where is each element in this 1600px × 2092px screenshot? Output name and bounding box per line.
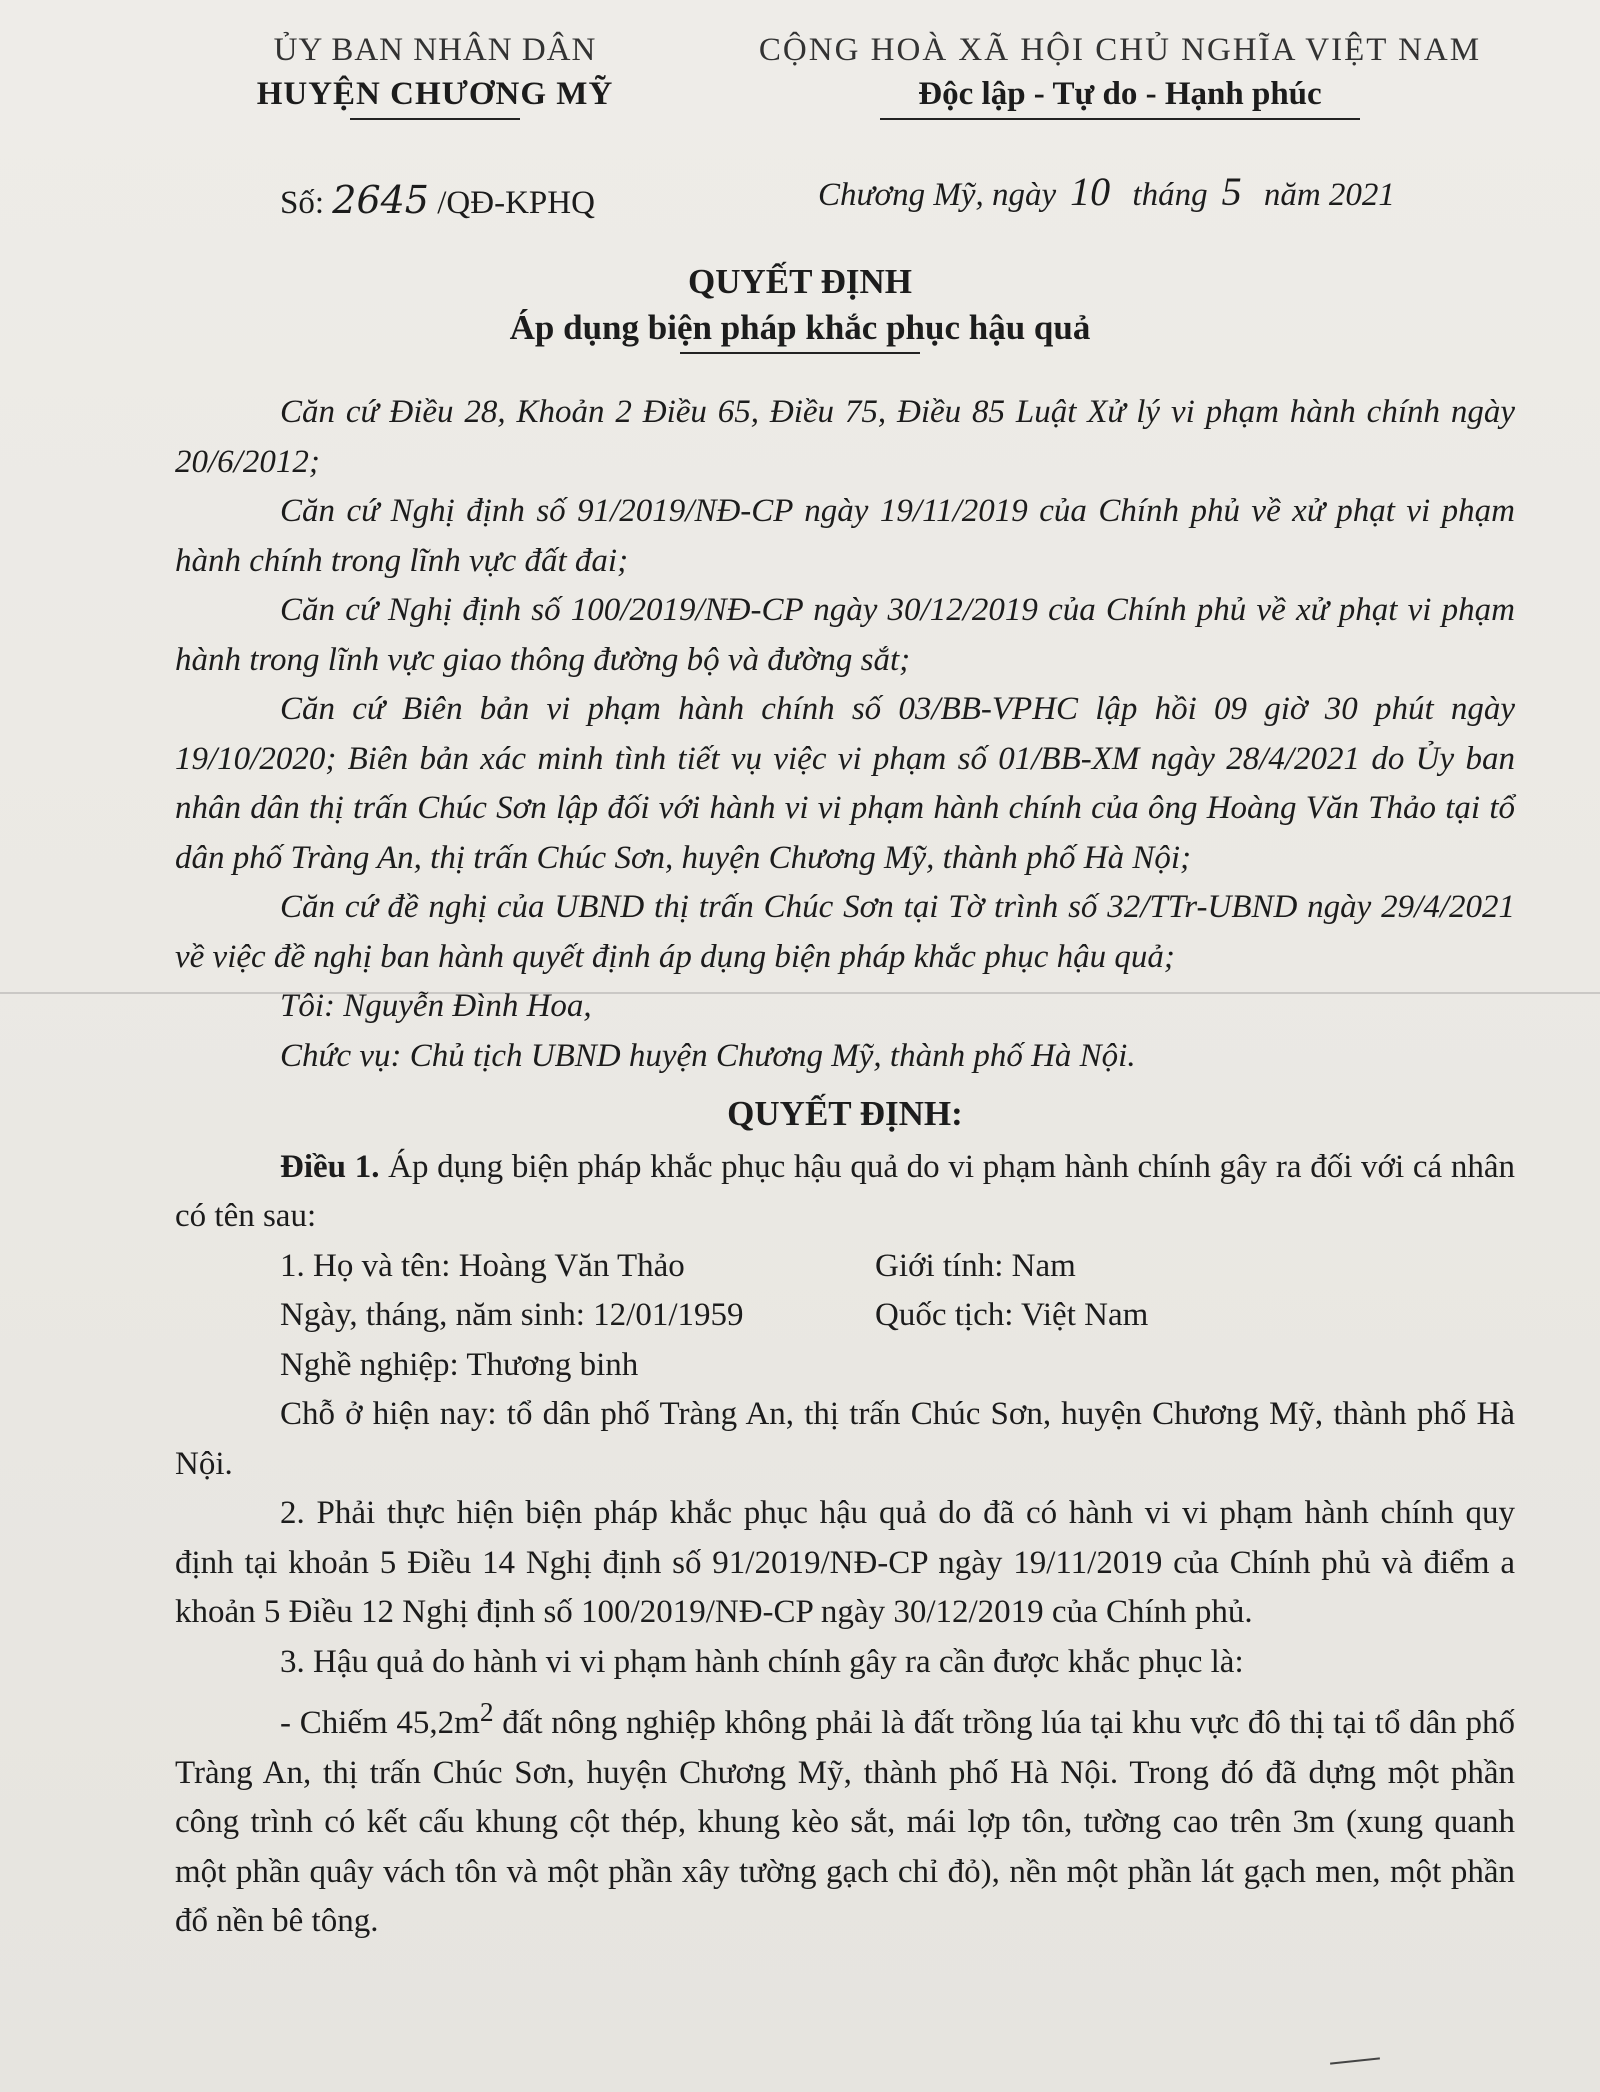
item-2: 2. Phải thực hiện biện pháp khắc phục hậu quả do đã có hành vi vi phạm hành chính quy định tại khoản 5 Điều 14 Nghị định số 91/2019/NĐ-CP ngày 19/11/2019 của Chính phủ và điểm a khoản 5 Điều 12 Nghị định số 100/2019/NĐ-CP ngày 30/12/2019 của Chính phủ. (175, 1495, 1515, 1630)
date-place: Chương Mỹ, ngày (818, 177, 1057, 213)
date-month: 5 (1221, 169, 1242, 214)
doc-number-suffix: /QĐ-KPHQ (437, 185, 595, 221)
document-number (280, 178, 595, 222)
legal-basis-3: Căn cứ Nghị định số 100/2019/NĐ-CP ngày 30/12/2019 của Chính phủ về xử phạt vi phạm hành trong lĩnh vực giao thông đường bộ và đường sắt; (175, 592, 1515, 678)
person-nationality: Quốc tịch: Việt Nam (875, 1297, 1149, 1333)
doc-number-handwritten: 2645 (332, 178, 429, 222)
nation-name: CỘNG HOÀ XÃ HỘI CHỦ NGHĨA VIỆT NAM (758, 32, 1482, 68)
person-name: 1. Họ và tên: Hoàng Văn Thảo (280, 1247, 685, 1284)
doc-number-prefix: Số: (280, 185, 325, 221)
date-day: 10 (1070, 169, 1111, 214)
article-1-text: Áp dụng biện pháp khắc phục hậu quả do vi phạm hành chính gây ra đối với cá nhân có tên sau: (175, 1148, 1515, 1234)
national-motto (720, 28, 1520, 120)
document-body (175, 388, 1515, 1947)
authority-underline (350, 118, 520, 120)
person-dob: Ngày, tháng, năm sinh: 12/01/1959 (280, 1297, 744, 1333)
motto: Độc lập - Tự do - Hạnh phúc (918, 76, 1322, 112)
person-gender: Giới tính: Nam (875, 1247, 1076, 1284)
person-occupation: Nghề nghiệp: Thương binh (280, 1346, 639, 1383)
authority-line2: HUYỆN CHƯƠNG MỸ (256, 76, 614, 112)
item-3-detail-after: đất nông nghiệp không phải là đất trồng lúa tại khu vực đô thị tại tổ dân phố Tràng An, thị trấn Chúc Sơn, huyện Chương Mỹ, thành phố Hà Nội. Trong đó đã dựng một phần công trình có kết cấu khung cột thép, khung kèo sắt, mái lợp tôn, tường cao trên 3m (xung quanh một phần quây vách tôn và một phần xây tường gạch chỉ đỏ), nền một phần lát gạch men, một phần đổ nền bê tông. (175, 1705, 1516, 1939)
legal-basis-5: Căn cứ đề nghị của UBND thị trấn Chúc Sơn tại Tờ trình số 32/TTr-UBND ngày 29/4/2021 về việc đề nghị ban hành quyết định áp dụng biện pháp khắc phục hậu quả; (175, 889, 1515, 975)
person-residence: Chỗ ở hiện nay: tổ dân phố Tràng An, thị trấn Chúc Sơn, huyện Chương Mỹ, thành phố Hà Nội. (175, 1396, 1515, 1482)
item-3-detail (175, 1687, 1515, 1947)
initial-mark (1330, 2057, 1380, 2064)
article-1 (175, 1143, 1515, 1242)
subtitle-underline (680, 352, 920, 354)
issue-date (818, 168, 1395, 215)
issuing-authority (225, 28, 645, 120)
item-3: 3. Hậu quả do hành vi vi phạm hành chính gây ra cần được khắc phục là: (280, 1643, 1244, 1680)
item-3-detail-sup: 2 (479, 1696, 494, 1727)
document-title: QUYẾT ĐỊNH (688, 262, 912, 301)
person-row-2 (175, 1291, 1515, 1341)
signer-position: Chức vụ: Chủ tịch UBND huyện Chương Mỹ, thành phố Hà Nội. (280, 1037, 1136, 1074)
signer-name: Tôi: Nguyễn Đình Hoa, (280, 988, 592, 1024)
article-1-label: Điều 1. (280, 1148, 380, 1185)
document-subtitle-wrap (0, 308, 1600, 354)
legal-basis-1: Căn cứ Điều 28, Khoản 2 Điều 65, Điều 75, Điều 85 Luật Xử lý vi phạm hành chính ngày 20/6/2012; (175, 394, 1515, 480)
legal-basis-2: Căn cứ Nghị định số 91/2019/NĐ-CP ngày 19/11/2019 của Chính phủ về xử phạt vi phạm hành chính trong lĩnh vực đất đai; (175, 493, 1515, 579)
date-year: năm 2021 (1263, 177, 1395, 213)
date-month-label: tháng (1132, 177, 1208, 213)
decision-heading: QUYẾT ĐỊNH: (727, 1094, 963, 1133)
item-3-detail-before: - Chiếm 45,2m (280, 1705, 480, 1741)
legal-basis-4: Căn cứ Biên bản vi phạm hành chính số 03/BB-VPHC lập hồi 09 giờ 30 phút ngày 19/10/2020; Biên bản xác minh tình tiết vụ việc vi phạm số 01/BB-XM ngày 28/4/2021 do Ủy ban nhân dân thị trấn Chúc Sơn lập đối với hành vi vi phạm hành chính của ông Hoàng Văn Thảo tại tổ dân phố Tràng An, thị trấn Chúc Sơn, huyện Chương Mỹ, thành phố Hà Nội; (175, 691, 1515, 876)
motto-underline (880, 118, 1360, 120)
person-row-1 (175, 1242, 1515, 1292)
authority-line1: ỦY BAN NHÂN DÂN (273, 32, 597, 68)
document-subtitle: Áp dụng biện pháp khắc phục hậu quả (509, 308, 1091, 347)
